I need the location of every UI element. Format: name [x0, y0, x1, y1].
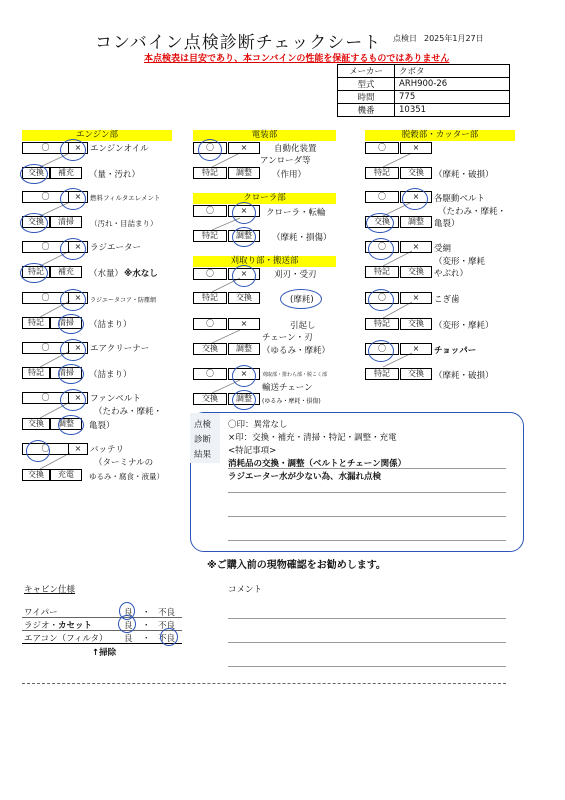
fan-belt-ok[interactable]: 〇	[22, 392, 69, 404]
result-line2: ×印：交換・補充・清掃・特記・調整・充電	[228, 433, 397, 443]
purchase-note: ※ご購入前の現物確認をお勧めします。	[207, 560, 386, 571]
air-cleaner-note: （詰まり）	[89, 370, 132, 380]
blade-ng[interactable]: ×	[228, 268, 260, 280]
circle-mark	[20, 164, 48, 184]
blade-act1[interactable]: 特記	[193, 292, 227, 304]
engine-section-heading: エンジン部	[22, 130, 172, 141]
cabin-radio-label-b: カセット	[58, 621, 93, 631]
fan-belt-label: ファンベルト	[90, 394, 141, 404]
radiator-note: （水量）	[89, 269, 124, 279]
cabin-wiper-bad[interactable]: 不良	[158, 608, 176, 618]
battery-ng[interactable]: ×	[68, 443, 88, 455]
pull-label: 引起し	[290, 321, 316, 331]
radiator-core-act1[interactable]: 特記	[22, 317, 50, 329]
fuel-filter-note: （汚れ・目詰まり）	[90, 219, 158, 228]
auto-device-ok[interactable]: 〇	[193, 142, 227, 154]
crawler-label: クローラ・転輪	[266, 208, 326, 218]
convey-ok[interactable]: 〇	[193, 368, 227, 380]
rule	[228, 618, 506, 619]
cabin-radio-good[interactable]: 良	[124, 621, 133, 631]
radiator-act2[interactable]: 補充	[50, 266, 82, 278]
circle-mark	[58, 314, 84, 334]
circle-mark	[232, 227, 256, 247]
chopper-note: （摩耗・破損）	[434, 371, 494, 381]
chopper-act2[interactable]: 交換	[400, 368, 432, 380]
drive-belt-act1[interactable]: 交換	[365, 216, 399, 228]
air-cleaner-act2[interactable]: 清掃	[50, 367, 82, 379]
cabin-cleaning-note: ↑掃除	[92, 648, 117, 658]
crawler-ng[interactable]: ×	[228, 205, 260, 217]
pull-act2[interactable]: 調整	[228, 343, 260, 355]
model-label: 型式	[338, 78, 395, 91]
circle-mark	[232, 390, 256, 410]
cabin-wiper-label: ワイパー	[24, 608, 58, 618]
pull-ng[interactable]: ×	[228, 318, 260, 330]
fuel-filter-ng[interactable]: ×	[68, 191, 88, 203]
drive-belt-ng[interactable]: ×	[400, 191, 432, 203]
chopper-ok[interactable]: 〇	[365, 343, 399, 355]
inspection-date-label: 点検日	[393, 34, 417, 43]
circle-mark	[60, 238, 86, 260]
circle-mark	[60, 289, 86, 311]
fuel-filter-act1[interactable]: 交換	[22, 216, 50, 228]
result-line1: 〇印：異常なし	[228, 420, 288, 430]
cabin-radio-sep: ・	[142, 621, 151, 631]
rule	[228, 540, 506, 541]
blade-note: (摩耗)	[290, 295, 314, 305]
pull-act1[interactable]: 交換	[193, 343, 227, 355]
result-line5: ラジエーター水が少ない為、水漏れ点検	[228, 472, 382, 482]
cabin-heading: キャビン仕様	[24, 585, 76, 595]
net-ng[interactable]: ×	[400, 241, 432, 253]
cut-line	[22, 683, 506, 684]
battery-label: バッテリ	[90, 445, 125, 455]
serial-label: 機番	[338, 104, 395, 117]
battery-act1[interactable]: 交換	[22, 469, 50, 481]
fuel-filter-ok[interactable]: 〇	[22, 191, 69, 203]
rule	[22, 630, 182, 631]
drive-belt-label: 各駆動ベルト	[434, 194, 486, 204]
engine-oil-act2[interactable]: 補充	[50, 167, 82, 179]
engine-oil-note: （量・汚れ）	[89, 170, 141, 180]
crawler-section-heading: クローラ部	[193, 193, 336, 204]
teeth-note: （変形・摩耗）	[434, 321, 494, 331]
drive-belt-label2: （たわみ・摩耗・	[438, 207, 507, 217]
cabin-aircon-bad[interactable]: 不良	[158, 634, 176, 644]
fan-belt-ng[interactable]: ×	[68, 392, 88, 404]
result-line3: <特記事項>	[228, 446, 277, 456]
cabin-aircon-sep: ・	[142, 634, 151, 644]
rule	[228, 516, 506, 517]
circle-mark	[402, 188, 428, 210]
crawler-act2[interactable]: 調整	[228, 230, 260, 242]
auto-device-note: （作用）	[272, 170, 307, 180]
circle-mark	[60, 139, 86, 161]
battery-act2[interactable]: 充電	[50, 469, 82, 481]
blade-act2[interactable]: 交換	[228, 292, 260, 304]
drive-belt-act2[interactable]: 調整	[400, 216, 432, 228]
circle-mark	[280, 289, 322, 309]
fuel-filter-act2[interactable]: 清掃	[50, 216, 82, 228]
rule	[22, 643, 182, 644]
cabin-wiper-good[interactable]: 良	[124, 608, 133, 618]
hours-value: 775	[395, 91, 510, 104]
convey-label: 刈取部・排わら部・脱こく部	[262, 372, 328, 378]
crawler-ok[interactable]: 〇	[193, 205, 227, 217]
circle-mark	[26, 440, 50, 462]
radiator-act1[interactable]: 特記	[22, 266, 50, 278]
teeth-label: こぎ歯	[434, 295, 460, 305]
engine-oil-act1[interactable]: 交換	[22, 167, 50, 179]
thresh-0-ng[interactable]: ×	[400, 142, 432, 154]
circle-mark	[368, 340, 394, 362]
fan-belt-note: 亀裂）	[89, 421, 115, 431]
crawler-note: （摩耗・損傷）	[272, 233, 332, 243]
blade-label: 刈刃・受刃	[274, 270, 317, 280]
cabin-radio-bad[interactable]: 不良	[158, 621, 176, 631]
crawler-act1[interactable]: 特記	[193, 230, 227, 242]
circle-mark	[368, 289, 394, 311]
convey-ng[interactable]: ×	[228, 368, 260, 380]
teeth-ok[interactable]: 〇	[365, 292, 399, 304]
circle-mark	[118, 615, 136, 633]
net-label2: （変形・摩耗	[434, 257, 486, 267]
circle-mark	[60, 389, 86, 411]
circle-mark	[60, 339, 86, 361]
auto-device-act2[interactable]: 調整	[228, 167, 260, 179]
auto-device-act1[interactable]: 特記	[193, 167, 227, 179]
thresh-0-act1[interactable]: 特記	[365, 167, 399, 179]
thresh-0-note: （摩耗・破損）	[434, 170, 494, 180]
drive-belt-note: 亀裂）	[434, 219, 460, 229]
fan-belt-label2: （たわみ・摩耗・	[94, 407, 163, 417]
air-cleaner-ng[interactable]: ×	[68, 342, 88, 354]
chopper-ng[interactable]: ×	[400, 343, 432, 355]
fuel-filter-label: 燃料フィルタエレメント	[90, 194, 161, 202]
net-act2[interactable]: 交換	[400, 266, 432, 278]
engine-oil-ng[interactable]: ×	[68, 142, 88, 154]
teeth-act1[interactable]: 特記	[365, 318, 399, 330]
engine-oil-ok[interactable]: 〇	[22, 142, 69, 154]
serial-value: 10351	[395, 104, 510, 117]
radiator-core-note: （詰まり）	[89, 320, 132, 330]
rule	[228, 666, 506, 667]
teeth-ng[interactable]: ×	[400, 292, 432, 304]
circle-mark	[58, 415, 84, 435]
cabin-aircon-label: エアコン（フィルタ）	[24, 634, 108, 644]
net-note: やぶれ）	[434, 269, 469, 279]
radiator-core-act2[interactable]: 清掃	[50, 317, 82, 329]
pull-ok[interactable]: 〇	[193, 318, 227, 330]
convey-note: (ゆるみ・摩耗・損傷)	[262, 398, 321, 405]
air-cleaner-act1[interactable]: 特記	[22, 367, 50, 379]
result-side-3: 結果	[194, 450, 212, 460]
circle-mark	[232, 365, 256, 387]
radiator-label: ラジエーター	[90, 243, 142, 253]
radiator-ng[interactable]: ×	[68, 241, 88, 253]
pull-note: （ゆるみ・摩耗）	[262, 346, 331, 356]
circle-mark	[160, 628, 178, 646]
rule	[228, 468, 506, 469]
net-label: 受網	[434, 244, 452, 254]
hours-label: 時間	[338, 91, 395, 104]
convey-act1[interactable]: 交換	[193, 393, 227, 405]
page-title: コンバイン点検診断チェックシート	[95, 33, 382, 53]
disclaimer: 本点検表は目安であり、本コンバインの性能を保証するものではありません	[144, 54, 450, 64]
threshing-section-heading: 脱穀部・カッター部	[365, 130, 515, 141]
harvest-section-heading: 刈取り部・搬送部	[193, 256, 336, 267]
circle-mark	[60, 188, 86, 210]
circle-mark	[198, 139, 222, 161]
pull-label2: チェーン・刃	[262, 333, 313, 343]
thresh-0-act2[interactable]: 交換	[400, 167, 432, 179]
radiator-extra: ※水なし	[124, 269, 158, 279]
blade-ok[interactable]: 〇	[193, 268, 227, 280]
cabin-aircon-good[interactable]: 良	[124, 634, 133, 644]
maker-value: クボタ	[395, 65, 510, 78]
drive-belt-ok[interactable]: 〇	[365, 191, 399, 203]
auto-device-label2: アンローダ等	[260, 156, 311, 166]
auto-device-ng[interactable]: ×	[228, 142, 260, 154]
fan-belt-act1[interactable]: 交換	[22, 418, 50, 430]
rule	[228, 492, 506, 493]
model-value: ARH900-26	[395, 78, 510, 91]
electric-section-heading: 電装部	[193, 130, 336, 141]
circle-mark	[368, 238, 394, 260]
battery-ok[interactable]: 〇	[22, 443, 69, 455]
result-side-2: 診断	[194, 435, 212, 445]
result-line4: 消耗品の交換・調整（ベルトとチェーン関係）	[228, 459, 407, 469]
circle-mark	[232, 265, 256, 287]
chopper-act1[interactable]: 特記	[365, 368, 399, 380]
circle-mark	[232, 202, 256, 224]
circle-mark	[58, 364, 84, 384]
fan-belt-act2[interactable]: 調整	[50, 418, 82, 430]
auto-device-label: 自動化装置	[274, 144, 317, 154]
battery-label2: （ターミナルの	[94, 458, 154, 468]
circle-mark	[20, 213, 48, 233]
cabin-radio-label-a: ラジオ・	[24, 621, 59, 631]
radiator-ok[interactable]: 〇	[22, 241, 69, 253]
air-cleaner-label: エアクリーナー	[90, 344, 150, 354]
net-ok[interactable]: 〇	[365, 241, 399, 253]
rule	[22, 617, 182, 618]
air-cleaner-ok[interactable]: 〇	[22, 342, 69, 354]
radiator-core-ng[interactable]: ×	[68, 292, 88, 304]
chopper-label: チョッパー	[434, 346, 477, 356]
radiator-core-ok[interactable]: 〇	[22, 292, 69, 304]
convey-label2: 輸送チェーン	[262, 383, 313, 393]
radiator-core-label: ラジエータコア・防塵網	[90, 297, 157, 304]
teeth-act2[interactable]: 交換	[400, 318, 432, 330]
rule	[228, 642, 506, 643]
cabin-wiper-sep: ・	[142, 608, 151, 618]
battery-note: ゆるみ・腐食・液量）	[89, 472, 164, 481]
thresh-0-ok[interactable]: 〇	[365, 142, 399, 154]
convey-act2[interactable]: 調整	[228, 393, 260, 405]
circle-mark	[366, 213, 394, 233]
maker-label: メーカー	[338, 65, 395, 78]
engine-oil-label: エンジンオイル	[90, 144, 149, 154]
inspection-date-value: 2025年1月27日	[424, 34, 484, 43]
circle-mark	[20, 263, 48, 283]
result-side-1: 点検	[194, 420, 212, 430]
net-act1[interactable]: 特記	[365, 266, 399, 278]
comment-label: コメント	[228, 585, 263, 595]
